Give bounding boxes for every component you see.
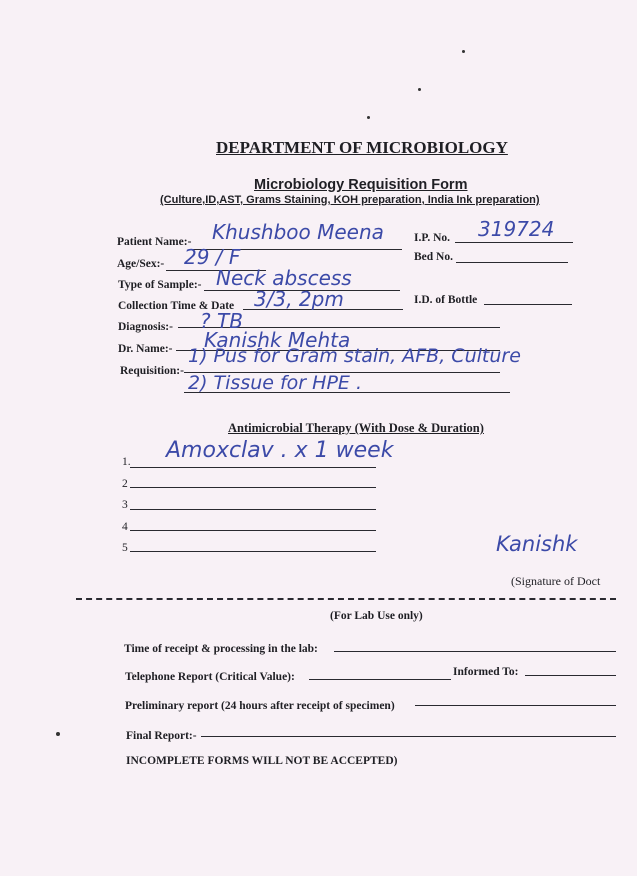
bed-no-line[interactable]: [456, 262, 568, 263]
therapy-number-5: 5: [122, 542, 128, 554]
doctor-value[interactable]: Kanishk Mehta: [204, 328, 351, 352]
age-sex-value[interactable]: 29 / F: [184, 245, 241, 269]
therapy-number-2: 2: [122, 478, 128, 490]
cut-line: [76, 598, 616, 600]
patient-name-value[interactable]: Khushboo Meena: [212, 220, 384, 244]
scan-speck: [418, 88, 421, 91]
bottle-label: I.D. of Bottle: [414, 294, 478, 306]
scan-speck: [462, 50, 465, 53]
requisition-value-1[interactable]: 1) Pus for Gram stain, AFB, Culture: [188, 345, 521, 367]
patient-name-label: Patient Name:-: [117, 236, 192, 248]
requisition-value-2[interactable]: 2) Tissue for HPE .: [188, 372, 362, 394]
receipt-label: Time of receipt & processing in the lab:: [124, 643, 318, 655]
requisition-label: Requisition:-: [120, 365, 184, 377]
collection-label: Collection Time & Date: [118, 300, 235, 312]
scan-speck: [56, 732, 60, 736]
therapy-line-3[interactable]: [130, 509, 376, 510]
therapy-line-2[interactable]: [130, 487, 376, 488]
ip-no-value[interactable]: 319724: [478, 217, 555, 241]
telephone-line[interactable]: [309, 679, 451, 680]
therapy-line-1: [130, 467, 376, 468]
doctor-label: Dr. Name:-: [118, 343, 173, 355]
diagnosis-value[interactable]: ? TB: [200, 309, 243, 333]
therapy-title: Antimicrobial Therapy (With Dose & Duration): [228, 421, 484, 435]
bed-no-label: Bed No.: [414, 251, 453, 263]
therapy-entry-1[interactable]: Amoxclav . x 1 week: [166, 438, 394, 463]
therapy-line-4[interactable]: [130, 530, 376, 531]
department-title: DEPARTMENT OF MICROBIOLOGY: [216, 138, 508, 157]
receipt-line[interactable]: [334, 651, 616, 652]
bottle-line[interactable]: [484, 304, 572, 305]
preliminary-line[interactable]: [415, 705, 616, 706]
form-subtitle: (Culture,ID,AST, Grams Staining, KOH preparation, India Ink preparation): [160, 194, 540, 206]
therapy-line-5[interactable]: [130, 551, 376, 552]
therapy-number-4: 4: [122, 521, 128, 533]
form-title: Microbiology Requisition Form: [254, 177, 468, 193]
therapy-number-1: 1.: [122, 456, 131, 468]
incomplete-forms-notice: INCOMPLETE FORMS WILL NOT BE ACCEPTED): [126, 755, 398, 767]
therapy-number-3: 3: [122, 499, 128, 511]
preliminary-label: Preliminary report (24 hours after receipt of specimen): [125, 700, 395, 712]
sample-value[interactable]: Neck abscess: [216, 266, 352, 290]
final-report-label: Final Report:-: [126, 730, 197, 742]
age-sex-label: Age/Sex:-: [117, 258, 165, 270]
scan-speck: [367, 116, 370, 119]
telephone-label: Telephone Report (Critical Value):: [125, 671, 295, 683]
doctor-signature: Kanishk: [496, 532, 578, 556]
signature-label: (Signature of Doct: [511, 574, 601, 588]
collection-value[interactable]: 3/3, 2pm: [254, 287, 344, 311]
lab-use-title: (For Lab Use only): [330, 610, 423, 622]
diagnosis-label: Diagnosis:-: [118, 321, 173, 333]
informed-to-line[interactable]: [525, 675, 616, 676]
final-report-line[interactable]: [201, 736, 616, 737]
ip-no-line: [455, 242, 573, 243]
informed-to-label: Informed To:: [453, 666, 519, 678]
ip-no-label: I.P. No.: [414, 232, 450, 244]
sample-label: Type of Sample:-: [118, 279, 202, 291]
